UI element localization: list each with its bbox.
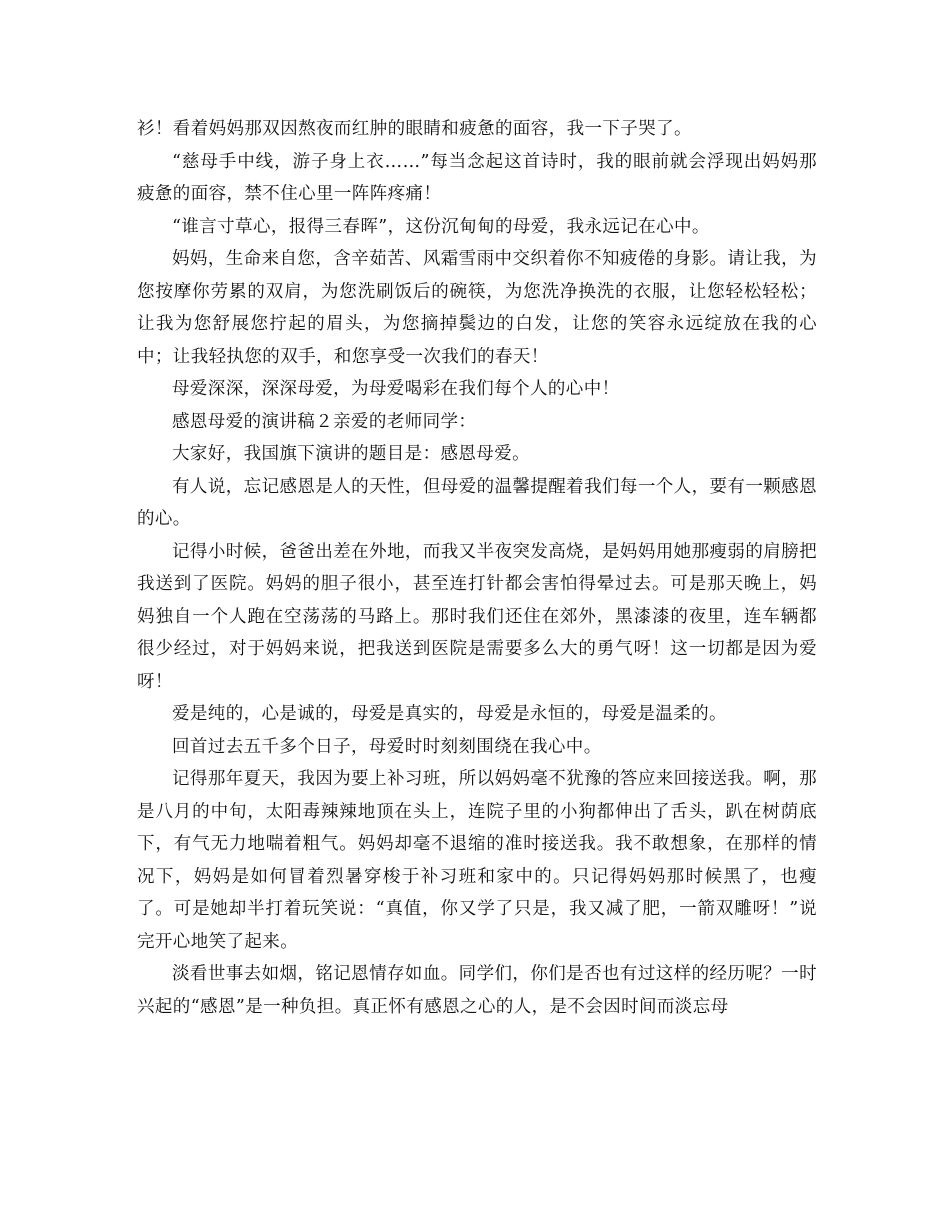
paragraph-2: “慈母手中线，游子身上衣……”每当念起这首诗时，我的眼前就会浮现出妈妈那疲惫的面容，禁不住心里一阵阵疼痛！ — [137, 151, 817, 204]
paragraph-11: 回首过去五千多个日子，母爱时时刻刻围绕在我心中。 — [172, 736, 602, 757]
paragraph-6: 感恩母爱的演讲稿２亲爱的老师同学： — [172, 411, 477, 432]
paragraph-4: 妈妈，生命来自您，含辛茹苦、风霜雪雨中交织着你不知疲倦的身影。请让我，为您按摩你劳累的双肩，为您洗刷饭后的碗筷，为您洗净换洗的衣服，让您轻松轻松；让我为您舒展您拧起的眉头，为您摘掉鬓边的白发，让您的笑容永远绽放在我的心中；让我轻执您的双手，和您享受一次我们的春天！ — [137, 249, 817, 367]
paragraph-1: 衫！看着妈妈那双因熬夜而红肿的眼睛和疲惫的面容，我一下子哭了。 — [137, 119, 692, 139]
paragraph-8: 有人说，忘记感恩是人的天性，但母爱的温馨提醒着我们每一个人，要有一颗感恩的心。 — [137, 476, 817, 529]
paragraph-3: “谁言寸草心，报得三春晖”，这份沉甸甸的母爱，我永远记在心中。 — [172, 216, 710, 237]
paragraph-5: 母爱深深，深深母爱，为母爱喝彩在我们每个人的心中！ — [172, 379, 620, 399]
paragraph-13: 淡看世事去如烟，铭记恩情存如血。同学们，你们是否也有过这样的经历呢？一时兴起的“感恩”是一种负担。真正怀有感恩之心的人，是不会因时间而淡忘母 — [137, 964, 817, 1017]
paragraph-9: 记得小时候，爸爸出差在外地，而我又半夜突发高烧，是妈妈用她那瘦弱的肩膀把我送到了医院。妈妈的胆子很小，甚至连打针都会害怕得晕过去。可是那天晚上，妈妈独自一个人跑在空荡荡的马路上。那时我们还住在郊外，黑漆漆的夜里，连车辆都很少经过，对于妈妈来说，把我送到医院是需要多么大的勇气呀！这一切都是因为爱呀！ — [137, 541, 817, 692]
paragraph-12: 记得那年夏天，我因为要上补习班，所以妈妈毫不犹豫的答应来回接送我。啊，那是八月的中旬，太阳毒辣辣地顶在头上，连院子里的小狗都伸出了舌头，趴在树荫底下，有气无力地喘着粗气。妈妈却毫不退缩的准时接送我。我不敢想象，在那样的情况下，妈妈是如何冒着烈暑穿梭于补习班和家中的。只记得妈妈那时候黑了，也瘦了。可是她却半打着玩笑说：“真值，你又学了只是，我又减了肥，一箭双雕呀！”说完开心地笑了起来。 — [137, 769, 817, 952]
paragraph-10: 爱是纯的，心是诚的，母爱是真实的，母爱是永恒的，母爱是温柔的。 — [172, 704, 727, 724]
document-body — [137, 113, 817, 1023]
paragraph-7: 大家好，我国旗下演讲的题目是：感恩母爱。 — [172, 444, 530, 464]
